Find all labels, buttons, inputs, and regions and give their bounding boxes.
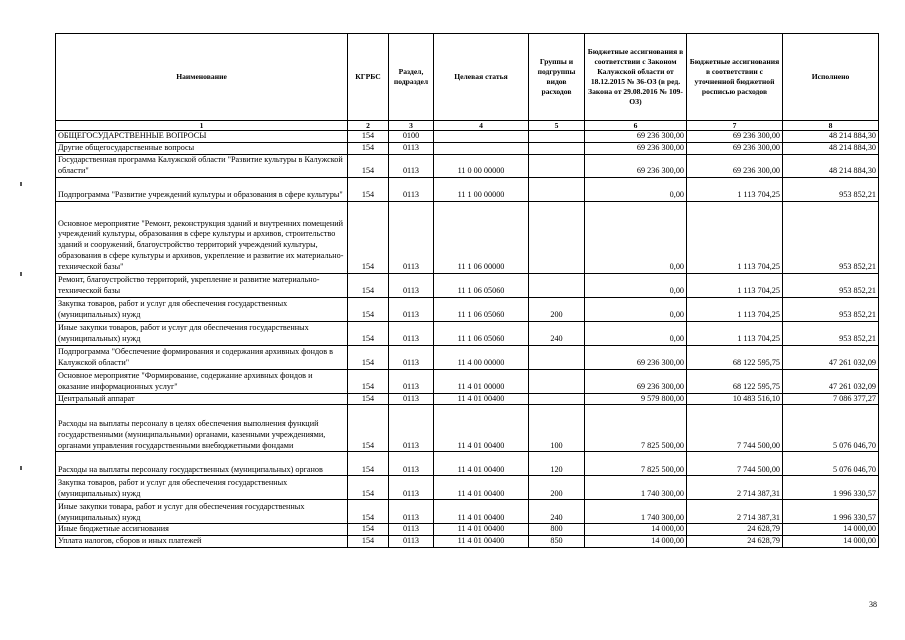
cell-budget-law: 14 000,00 [585,536,687,548]
cell-razdel: 0113 [389,369,434,393]
table-row [56,297,879,321]
cell-kgrbs: 154 [348,500,389,524]
table-row [56,345,879,369]
cell-cel: 11 1 00 00000 [434,177,529,201]
cell-kgrbs: 154 [348,177,389,201]
column-number: 1 [56,121,348,131]
cell-razdel: 0113 [389,345,434,369]
cell-budget-law: 1 740 300,00 [585,476,687,500]
cell-budget-law: 69 236 300,00 [585,131,687,143]
header-name: Наименование [56,34,348,121]
cell-ispolneno: 47 261 032,09 [783,369,879,393]
header-razdel: Раздел, подраздел [389,34,434,121]
column-number: 4 [434,121,529,131]
table-row [56,142,879,154]
cell-razdel: 0113 [389,201,434,273]
page-number: 38 [869,600,877,609]
cell-vid: 200 [529,476,585,500]
cell-name: Закупка товаров, работ и услуг для обеспечения государственных (муниципальных) нужд [56,476,348,500]
cell-cel: 11 4 01 00400 [434,536,529,548]
cell-kgrbs: 154 [348,154,389,177]
cell-budget-utoch: 1 113 704,25 [687,177,783,201]
cell-name: Основное мероприятие "Формирование, содержание архивных фондов и оказание информационных услуг" [56,369,348,393]
cell-ispolneno: 14 000,00 [783,536,879,548]
cell-cel [434,131,529,143]
table-row [56,131,879,143]
cell-razdel: 0100 [389,131,434,143]
budget-table [55,33,879,548]
cell-kgrbs: 154 [348,142,389,154]
cell-razdel: 0113 [389,273,434,297]
column-number-row [56,121,879,131]
table-row [56,524,879,536]
cell-razdel: 0113 [389,297,434,321]
cell-budget-law: 0,00 [585,321,687,345]
cell-budget-utoch: 2 714 387,31 [687,500,783,524]
cell-cel: 11 4 01 00400 [434,476,529,500]
cell-vid [529,345,585,369]
column-number: 8 [783,121,879,131]
cell-name: Расходы на выплаты персоналу государственных (муниципальных) органов [56,452,348,476]
cell-ispolneno: 953 852,21 [783,201,879,273]
cell-vid [529,131,585,143]
table-row [56,321,879,345]
cell-budget-utoch: 7 744 500,00 [687,452,783,476]
cell-name: Расходы на выплаты персоналу в целях обеспечения выполнения функций государственными (муниципальными) органами, казенными учреждениями, органами управления государственными внебюджетными фондами [56,405,348,452]
cell-razdel: 0113 [389,142,434,154]
header-vid: Группы и подгруппы видов расходов [529,34,585,121]
cell-kgrbs: 154 [348,524,389,536]
cell-ispolneno: 48 214 884,30 [783,131,879,143]
cell-kgrbs: 154 [348,393,389,405]
cell-name: ОБЩЕГОСУДАРСТВЕННЫЕ ВОПРОСЫ [56,131,348,143]
cell-kgrbs: 154 [348,369,389,393]
cell-ispolneno: 5 076 046,70 [783,405,879,452]
cell-kgrbs: 154 [348,297,389,321]
cell-ispolneno: 5 076 046,70 [783,452,879,476]
cell-vid [529,273,585,297]
cell-budget-utoch: 68 122 595,75 [687,369,783,393]
cell-budget-utoch: 1 113 704,25 [687,321,783,345]
cell-budget-utoch: 69 236 300,00 [687,154,783,177]
cell-name: Уплата налогов, сборов и иных платежей [56,536,348,548]
cell-vid: 800 [529,524,585,536]
cell-name: Иные бюджетные ассигнования [56,524,348,536]
cell-budget-utoch: 24 628,79 [687,524,783,536]
table-row [56,536,879,548]
cell-razdel: 0113 [389,405,434,452]
cell-vid [529,369,585,393]
cell-vid: 120 [529,452,585,476]
column-number: 6 [585,121,687,131]
cell-budget-law: 7 825 500,00 [585,452,687,476]
cell-cel: 11 4 01 00400 [434,393,529,405]
cell-budget-utoch: 7 744 500,00 [687,405,783,452]
cell-cel: 11 1 06 05060 [434,321,529,345]
cell-vid: 100 [529,405,585,452]
cell-budget-law: 69 236 300,00 [585,345,687,369]
header-budget-utoch: Бюджетные ассигнования в соответствии с уточненной бюджетной росписью расходов [687,34,783,121]
table-row [56,273,879,297]
cell-ispolneno: 953 852,21 [783,321,879,345]
cell-budget-law: 0,00 [585,177,687,201]
header-budget-law: Бюджетные ассигнования в соответствии с Законом Калужской области от 18.12.2015 № 36-ОЗ (в ред. Закона от 29.08.2016 № 109-ОЗ) [585,34,687,121]
cell-kgrbs: 154 [348,273,389,297]
cell-cel: 11 1 06 05060 [434,297,529,321]
cell-name: Иные закупки товаров, работ и услуг для обеспечения государственных (муниципальных) нужд [56,321,348,345]
cell-cel: 11 4 01 00400 [434,452,529,476]
cell-name: Другие общегосударственные вопросы [56,142,348,154]
cell-kgrbs: 154 [348,405,389,452]
table-row [56,369,879,393]
cell-razdel: 0113 [389,476,434,500]
cell-kgrbs: 154 [348,345,389,369]
cell-ispolneno: 14 000,00 [783,524,879,536]
cell-budget-utoch: 69 236 300,00 [687,142,783,154]
cell-vid: 200 [529,297,585,321]
cell-budget-law: 0,00 [585,273,687,297]
cell-ispolneno: 953 852,21 [783,177,879,201]
cell-kgrbs: 154 [348,536,389,548]
table-row [56,476,879,500]
cell-ispolneno: 48 214 884,30 [783,154,879,177]
header-cel: Целевая статья [434,34,529,121]
cell-cel: 11 4 01 00000 [434,369,529,393]
cell-cel [434,142,529,154]
cell-budget-utoch: 10 483 516,10 [687,393,783,405]
cell-vid: 850 [529,536,585,548]
table-row [56,405,879,452]
cell-vid: 240 [529,500,585,524]
cell-cel: 11 4 01 00400 [434,405,529,452]
table-row [56,393,879,405]
cell-ispolneno: 953 852,21 [783,273,879,297]
cell-kgrbs: 154 [348,321,389,345]
cell-razdel: 0113 [389,452,434,476]
cell-razdel: 0113 [389,524,434,536]
header-ispolneno: Исполнено [783,34,879,121]
table-row [56,500,879,524]
cell-name: Подпрограмма "Обеспечение формирования и содержания архивных фондов в Калужской области" [56,345,348,369]
cell-budget-utoch: 1 113 704,25 [687,297,783,321]
cell-razdel: 0113 [389,536,434,548]
cell-budget-utoch: 2 714 387,31 [687,476,783,500]
column-number: 5 [529,121,585,131]
cell-name: Иные закупки товара, работ и услуг для обеспечения государственных (муниципальных) нужд [56,500,348,524]
cell-name: Подпрограмма "Развитие учреждений культуры и образования в сфере культуры" [56,177,348,201]
cell-vid [529,142,585,154]
cell-kgrbs: 154 [348,452,389,476]
cell-razdel: 0113 [389,154,434,177]
cell-razdel: 0113 [389,393,434,405]
cell-name: Ремонт, благоустройство территорий, укрепление и развитие материально-технической базы [56,273,348,297]
cell-kgrbs: 154 [348,476,389,500]
cell-budget-law: 69 236 300,00 [585,369,687,393]
cell-ispolneno: 1 996 330,57 [783,500,879,524]
cell-vid [529,154,585,177]
cell-name: Закупка товаров, работ и услуг для обеспечения государственных (муниципальных) нужд [56,297,348,321]
cell-cel: 11 4 01 00400 [434,500,529,524]
column-number: 7 [687,121,783,131]
scan-mark [20,466,22,470]
cell-razdel: 0113 [389,500,434,524]
cell-budget-law: 9 579 800,00 [585,393,687,405]
table-body [56,131,879,548]
cell-vid: 240 [529,321,585,345]
cell-cel: 11 0 00 00000 [434,154,529,177]
cell-ispolneno: 47 261 032,09 [783,345,879,369]
cell-ispolneno: 7 086 377,27 [783,393,879,405]
cell-budget-law: 69 236 300,00 [585,142,687,154]
cell-budget-law: 0,00 [585,297,687,321]
cell-name: Центральный аппарат [56,393,348,405]
cell-cel: 11 4 01 00400 [434,524,529,536]
table-row [56,154,879,177]
cell-budget-law: 14 000,00 [585,524,687,536]
cell-name: Государственная программа Калужской области "Развитие культуры в Калужской области" [56,154,348,177]
cell-kgrbs: 154 [348,131,389,143]
table-row [56,177,879,201]
cell-budget-law: 1 740 300,00 [585,500,687,524]
table-row [56,452,879,476]
cell-ispolneno: 48 214 884,30 [783,142,879,154]
cell-razdel: 0113 [389,177,434,201]
scan-mark [20,272,22,276]
table-row [56,201,879,273]
cell-ispolneno: 953 852,21 [783,297,879,321]
column-number: 2 [348,121,389,131]
cell-budget-utoch: 1 113 704,25 [687,273,783,297]
cell-cel: 11 4 00 00000 [434,345,529,369]
budget-document [55,33,878,548]
cell-budget-utoch: 1 113 704,25 [687,201,783,273]
cell-budget-law: 69 236 300,00 [585,154,687,177]
cell-cel: 11 1 06 00000 [434,201,529,273]
cell-budget-law: 7 825 500,00 [585,405,687,452]
cell-budget-utoch: 24 628,79 [687,536,783,548]
column-number: 3 [389,121,434,131]
cell-vid [529,393,585,405]
cell-vid [529,201,585,273]
header-kgrbs: КГРБС [348,34,389,121]
cell-ispolneno: 1 996 330,57 [783,476,879,500]
cell-razdel: 0113 [389,321,434,345]
cell-budget-law: 0,00 [585,201,687,273]
scan-mark [20,182,22,186]
cell-cel: 11 1 06 05060 [434,273,529,297]
cell-budget-utoch: 69 236 300,00 [687,131,783,143]
cell-kgrbs: 154 [348,201,389,273]
cell-name: Основное мероприятие "Ремонт, реконструкция зданий и внутренних помещений учреждений культуры, образования в сфере культуры и архивов, строительство зданий и сооружений, благоустройство территорий учреждений культуры, образования в сфере культуры и архивов, укрепление и развитие их материально-технической базы" [56,201,348,273]
cell-budget-utoch: 68 122 595,75 [687,345,783,369]
cell-vid [529,177,585,201]
